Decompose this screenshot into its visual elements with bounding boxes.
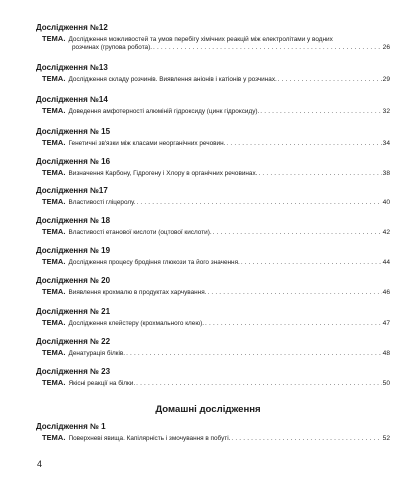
- dot-leader: [258, 170, 381, 178]
- toc-entry[interactable]: [36, 23, 390, 52]
- entry-page-number: 46: [382, 289, 390, 296]
- toc-entry[interactable]: [36, 276, 390, 297]
- entry-topic: [36, 139, 390, 148]
- entry-page-number: 44: [382, 259, 390, 266]
- entry-heading: Дослідження № 20: [36, 276, 111, 285]
- toc-entry[interactable]: [36, 367, 390, 388]
- toc-entry[interactable]: [36, 216, 390, 237]
- topic-label: ТЕМА.: [42, 138, 66, 147]
- topic-text: Дослідження складу розчинів. Виявлення аніонів і катіонів у розчинах.: [68, 76, 277, 83]
- topic-text: Доведення амфотерності алюміній гідроксиду (цинк гідроксиду).: [68, 108, 260, 115]
- topic-text: Визначення Карбону, Гідрогену і Хлору в органічних речовинах.: [68, 170, 258, 177]
- topic-text-continued: розчинах (групова робота).: [72, 44, 153, 51]
- section-title: Домашні дослідження: [155, 404, 261, 415]
- entry-page-number: 52: [382, 435, 390, 442]
- entry-topic: [36, 258, 390, 267]
- entry-page-number: 38: [382, 170, 390, 177]
- topic-text: Дослідження можливостей та умов перебігу хімічних реакцій між електролітами у водних: [68, 36, 333, 43]
- entry-topic: [36, 107, 390, 116]
- entry-page-number: 26: [382, 44, 390, 51]
- toc-entry[interactable]: [36, 422, 390, 443]
- entry-page-number: 47: [382, 320, 390, 327]
- toc-entry[interactable]: [36, 95, 390, 116]
- entry-topic-continuation: [36, 44, 390, 52]
- entry-heading: Дослідження № 15: [36, 127, 111, 136]
- entry-topic: [36, 349, 390, 358]
- entry-heading: Дослідження № 23: [36, 367, 111, 376]
- dot-leader: [136, 380, 382, 388]
- dot-leader: [278, 76, 382, 84]
- toc-entry[interactable]: [36, 63, 390, 84]
- entry-heading: Дослідження № 16: [36, 157, 111, 166]
- topic-label: ТЕМА.: [42, 74, 66, 83]
- topic-text: Денатурація білків.: [68, 350, 126, 357]
- entry-topic: [36, 75, 390, 84]
- dot-leader: [241, 259, 382, 267]
- entry-page-number: 40: [382, 199, 390, 206]
- topic-label: ТЕМА.: [42, 433, 66, 442]
- dot-leader: [207, 289, 381, 297]
- entry-heading: Дослідження № 19: [36, 246, 111, 255]
- entry-heading: Дослідження №14: [36, 95, 108, 104]
- topic-text: Дослідження клейстеру (крохмального клею).: [68, 320, 205, 327]
- entry-heading: Дослідження № 1: [36, 422, 106, 431]
- dot-leader: [231, 435, 381, 443]
- entry-page-number: 34: [382, 140, 390, 147]
- entry-topic: [36, 379, 390, 388]
- entry-topic: [36, 169, 390, 178]
- page-number: 4: [37, 459, 43, 469]
- topic-label: ТЕМА.: [42, 106, 66, 115]
- topic-text: Поверхневі явища. Капілярність і змочування в побуті.: [68, 435, 231, 442]
- toc-entry[interactable]: [36, 337, 390, 358]
- dot-leader: [126, 350, 382, 358]
- dot-leader: [226, 140, 381, 148]
- entry-heading: Дослідження №13: [36, 63, 108, 72]
- topic-text: Дослідження процесу бродіння глюкози та його значення.: [68, 259, 240, 266]
- entry-heading: Дослідження № 21: [36, 307, 111, 316]
- topic-text: Якісні реакції на білки.: [68, 380, 136, 387]
- topic-label: ТЕМА.: [42, 227, 66, 236]
- entry-topic: [36, 288, 390, 297]
- topic-label: ТЕМА.: [42, 34, 66, 43]
- topic-label: ТЕМА.: [42, 287, 66, 296]
- topic-text: Виявлення крохмалю в продуктах харчування.: [68, 289, 207, 296]
- entry-page-number: 48: [382, 350, 390, 357]
- entry-topic: [36, 35, 390, 44]
- topic-text: Генетичні зв'язки між класами неорганічних речовин.: [68, 140, 226, 147]
- topic-text: Властивості етанової кислоти (оцтової кислоти).: [68, 229, 212, 236]
- toc-entry[interactable]: [36, 127, 390, 148]
- dot-leader: [136, 199, 381, 207]
- topic-label: ТЕМА.: [42, 318, 66, 327]
- topic-label: ТЕМА.: [42, 168, 66, 177]
- toc-entry[interactable]: [36, 186, 390, 207]
- dot-leader: [260, 108, 381, 116]
- entry-page-number: 42: [382, 229, 390, 236]
- entry-heading: Дослідження № 18: [36, 216, 111, 225]
- entry-heading: Дослідження №12: [36, 23, 108, 32]
- entry-topic: [36, 319, 390, 328]
- entry-topic: [36, 434, 390, 443]
- dot-leader: [205, 320, 382, 328]
- entry-topic: [36, 228, 390, 237]
- topic-text: Властивості гліцеролу.: [68, 199, 136, 206]
- topic-label: ТЕМА.: [42, 378, 66, 387]
- topic-label: ТЕМА.: [42, 348, 66, 357]
- entry-heading: Дослідження №17: [36, 186, 108, 195]
- entry-heading: Дослідження № 22: [36, 337, 111, 346]
- toc-entry[interactable]: [36, 157, 390, 178]
- dot-leader: [213, 229, 382, 237]
- entry-page-number: 50: [382, 380, 390, 387]
- entry-page-number: 32: [382, 108, 390, 115]
- topic-label: ТЕМА.: [42, 257, 66, 266]
- topic-label: ТЕМА.: [42, 197, 66, 206]
- entry-page-number: 29: [382, 76, 390, 83]
- toc-entry[interactable]: [36, 307, 390, 328]
- dot-leader: [153, 44, 382, 52]
- entry-topic: [36, 198, 390, 207]
- toc-entry[interactable]: [36, 246, 390, 267]
